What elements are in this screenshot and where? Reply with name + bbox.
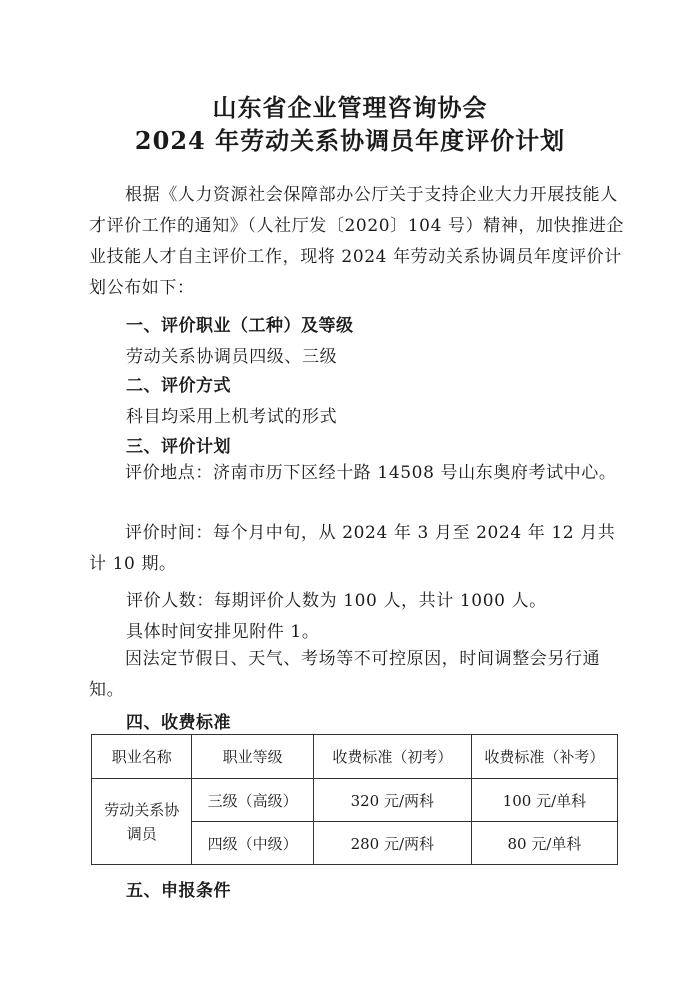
occupation-cell: 劳动关系协调员 [92,779,192,865]
fee-table-header-row [92,735,618,779]
header-occupation: 职业名称 [92,735,192,779]
retake-fee-cell: 100 元/单科 [471,779,617,822]
adjustment-notice: 因法定节假日、天气、考场等不可控原因，时间调整会另行通知。 [89,649,601,700]
initial-fee-cell: 320 元/两科 [313,779,471,822]
header-level: 职业等级 [192,735,313,779]
schedule-note: 具体时间安排见附件 1。 [126,622,320,642]
level-cell: 四级（中级） [192,822,313,865]
section-2-heading: 二、评价方式 [126,376,231,396]
fee-table [91,734,618,865]
initial-fee-cell: 280 元/两科 [313,822,471,865]
level-cell: 三级（高级） [192,779,313,822]
section-1-text: 劳动关系协调员四级、三级 [126,347,338,367]
table-row [92,779,618,822]
retake-fee-cell: 80 元/单科 [471,822,617,865]
evaluation-count: 评价人数：每期评价人数为 100 人，共计 1000 人。 [126,591,547,611]
title-line-2: 2024 年劳动关系协调员年度评价计划 [134,126,566,155]
header-initial-fee: 收费标准（初考） [313,735,471,779]
section-5-heading: 五、申报条件 [126,881,231,901]
section-2-text: 科目均采用上机考试的形式 [126,407,338,427]
evaluation-location: 评价地点：济南市历下区经十路 14508 号山东奥府考试中心。 [125,463,617,483]
intro-paragraph: 根据《人力资源社会保障部办公厅关于支持企业大力开展技能人才评价工作的通知》（人社厅发〔2020〕104 号）精神，加快推进企业技能人才自主评价工作，现将 2024 年劳动关系协调员年度评价计划公布如下： [89,185,625,298]
section-1-heading: 一、评价职业（工种）及等级 [126,316,354,336]
title-line-1: 山东省企业管理咨询协会 [212,93,488,122]
header-retake-fee: 收费标准（补考） [471,735,617,779]
evaluation-time: 评价时间：每个月中旬，从 2024 年 3 月至 2024 年 12 月共计 10 期。 [89,523,616,574]
section-4-heading: 四、收费标准 [126,713,231,733]
section-3-heading: 三、评价计划 [126,437,231,457]
